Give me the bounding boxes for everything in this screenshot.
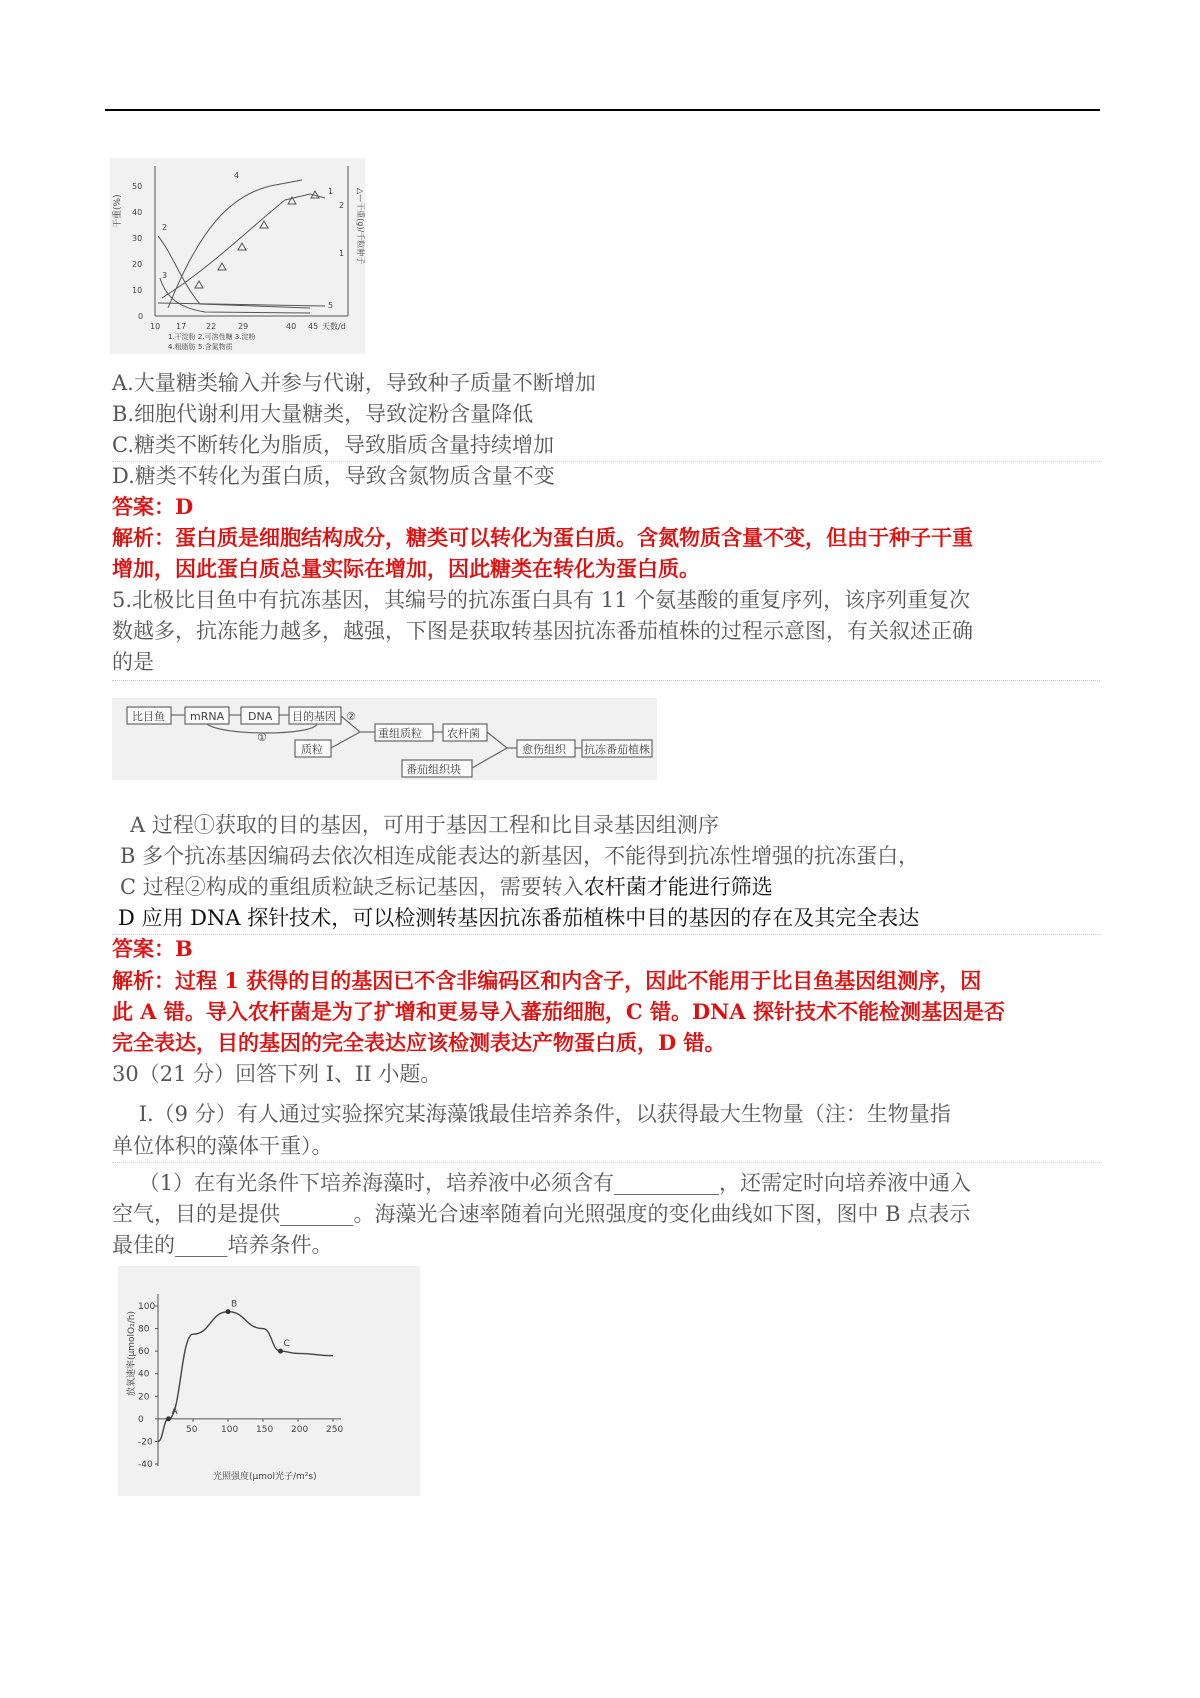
y-right-tick: 2 (339, 201, 345, 210)
q4-option-c: C.糖类不断转化为脂质，导致脂质含量持续增加 (112, 433, 554, 457)
curve-2-sugar (158, 236, 310, 308)
q5-analysis: 完全表达，目的基因的完全表达应该检测表达产物蛋白质，D 错。 (112, 1030, 726, 1055)
box-dna-label: DNA (248, 710, 273, 723)
box-fish-label: 比目鱼 (132, 710, 165, 723)
q4-analysis: 解析：蛋白质是细胞结构成分，糖类可以转化为蛋白质。含氮物质含量不变，但由于种子干重 (112, 525, 973, 550)
box-recombinant-label: 重组质粒 (378, 727, 422, 740)
transgenic-flow-diagram (112, 698, 657, 780)
y-tick-label: 60 (138, 1347, 150, 1358)
q5-stem: 数越多，抗冻能力越多，越强，下图是获取转基因抗冻番茄植株的过程示意图，有关叙述正确 (112, 619, 973, 643)
x-tick: 45 (308, 322, 319, 331)
x-unit: 天数/d (322, 322, 346, 331)
x-tick: 22 (206, 322, 217, 331)
y-tick-label: 40 (138, 1369, 150, 1380)
q5-stem: 的是 (112, 650, 154, 674)
q30-title: 30（21 分）回答下列 I、II 小题。 (112, 1062, 442, 1086)
q5-option-a: A 过程①获取的目的基因，可用于基因工程和比目录基因组测序 (130, 813, 719, 837)
y-axis-label: 放氧速率(μmolO₂/h) (127, 1311, 137, 1396)
q5-stem: 5.北极比目鱼中有抗冻基因，其编号的抗冻蛋白具有 11 个氨基酸的重复序列，该序列重复次 (112, 588, 971, 612)
y-tick: 10 (132, 286, 143, 295)
q4-option-d: D.糖类不转化为蛋白质，导致含氮物质含量不变 (112, 464, 555, 488)
header-rule (105, 109, 1100, 111)
q5-option-c-text: C 过程②构成的重组质粒缺乏标记基因，需要转入 (120, 875, 584, 899)
box-plant-label: 抗冻番茄植株 (584, 743, 650, 756)
step-2-label: ② (346, 710, 356, 723)
q30-sub1: 最佳的_____培养条件。 (112, 1233, 333, 1257)
dotted-divider (112, 1162, 1100, 1163)
dry-weight-markers (195, 191, 319, 288)
light-response-figure (118, 1266, 420, 1496)
box-mrna-label: mRNA (190, 710, 225, 723)
y-tick: 40 (132, 208, 143, 217)
point-c (278, 1349, 283, 1354)
x-tick: 10 (150, 322, 161, 331)
step-1-label: ① (257, 731, 267, 744)
seed-composition-figure (110, 158, 365, 354)
y-tick: 50 (132, 182, 143, 191)
point-label: C (283, 1339, 290, 1350)
y-tick-label: 100 (138, 1302, 156, 1312)
y-tick-label: 80 (138, 1324, 150, 1335)
x-tick: 17 (176, 322, 187, 331)
q4-option-a: A.大量糖类输入并参与代谢，导致种子质量不断增加 (112, 371, 596, 395)
box-agro-label: 农杆菌 (447, 727, 480, 740)
flow-diagram-svg (112, 698, 657, 780)
q30-sub1: （1）在有光条件下培养海藻时，培养液中必须含有__________，还需定时向培养液中通入 (112, 1171, 972, 1195)
y-right-label: △—干重(g)/千粒种子 (356, 188, 365, 265)
q4-analysis: 增加，因此蛋白质总量实际在增加，因此糖类在转化为蛋白质。 (112, 556, 700, 581)
seed-composition-chart (110, 158, 365, 354)
q5-option-b: B 多个抗冻基因编码去依次相连成能表达的新基因，不能得到抗冻性增强的抗冻蛋白， (120, 844, 920, 868)
q5-analysis: 解析：过程 1 获得的目的基因已不含非编码区和内含子，因此不能用于比目鱼基因组测序，因 (112, 968, 982, 993)
legend-line: 1.干淀粉 2.可溶性糖 3.淀粉 (168, 333, 256, 341)
curve-label: 2 (162, 223, 168, 232)
point-a (166, 1416, 171, 1421)
x-tick-label: 50 (186, 1424, 198, 1435)
q5-answer: 答案：B (112, 936, 193, 961)
dotted-divider (112, 680, 1100, 681)
y-tick-label: 20 (138, 1392, 150, 1403)
x-axis-label: 光照强度(μmol光子/m²s) (213, 1472, 317, 1482)
q4-option-b: B.细胞代谢利用大量糖类，导致淀粉含量降低 (112, 402, 534, 426)
legend-line: 4.粗脂肪 5.含氮物质 (168, 343, 233, 351)
x-tick: 29 (238, 322, 249, 331)
q5-option-c-text-dark: 农杆菌才能进行筛选 (583, 875, 773, 899)
curve-label: 1 (328, 187, 334, 196)
point-label: B (231, 1299, 238, 1310)
point-b (226, 1309, 231, 1314)
x-tick-label: 100 (221, 1424, 239, 1435)
q5-option-d: D 应用 DNA 探针技术，可以检测转基因抗冻番茄植株中目的基因的存在及其完全表达 (118, 906, 920, 930)
q30-part1: I.（9 分）有人通过实验探究某海藻饿最佳培养条件，以获得最大生物量（注：生物量指 (112, 1102, 951, 1126)
q30-part1: 单位体积的藻体干重）。 (112, 1134, 333, 1158)
y-tick: 0 (138, 312, 144, 321)
y-tick-label: -20 (138, 1437, 153, 1448)
q4-answer: 答案：D (112, 494, 194, 519)
curve-label: 4 (234, 171, 240, 180)
curve-label: 3 (162, 271, 168, 280)
curve-4-fat (168, 180, 302, 308)
y-tick: 20 (132, 260, 143, 269)
q30-sub1: 空气，目的是提供_______。海藻光合速率随着向光照强度的变化曲线如下图，图中 B 点表示 (112, 1202, 971, 1226)
x-tick-label: 150 (256, 1424, 274, 1435)
oxygen-release-curve (158, 1312, 333, 1442)
box-tomato-label: 番茄组织块 (406, 763, 461, 776)
box-callus-label: 愈伤组织 (522, 743, 566, 756)
point-label: A (171, 1406, 178, 1417)
light-response-chart (118, 1266, 420, 1496)
x-tick-label: 250 (326, 1424, 344, 1435)
q5-option-c (120, 872, 773, 902)
y-tick: 30 (132, 234, 143, 243)
x-tick-label: 200 (291, 1424, 309, 1435)
y-left-label: 干重(%) (113, 194, 123, 228)
x-tick: 40 (286, 322, 297, 331)
curve-3-starch (160, 278, 310, 313)
dotted-divider (112, 934, 1100, 935)
y-tick-label: -40 (138, 1460, 153, 1470)
q5-analysis: 此 A 错。导入农杆菌是为了扩增和更易导入蕃茄细胞，C 错。DNA 探针技术不能检测基因是否 (112, 999, 1005, 1024)
box-plasmid-label: 质粒 (301, 743, 323, 756)
y-tick-label: 0 (138, 1414, 144, 1425)
curve-label: 5 (328, 301, 334, 310)
box-target-gene-label: 目的基因 (292, 710, 336, 723)
y-right-tick: 1 (339, 249, 345, 258)
